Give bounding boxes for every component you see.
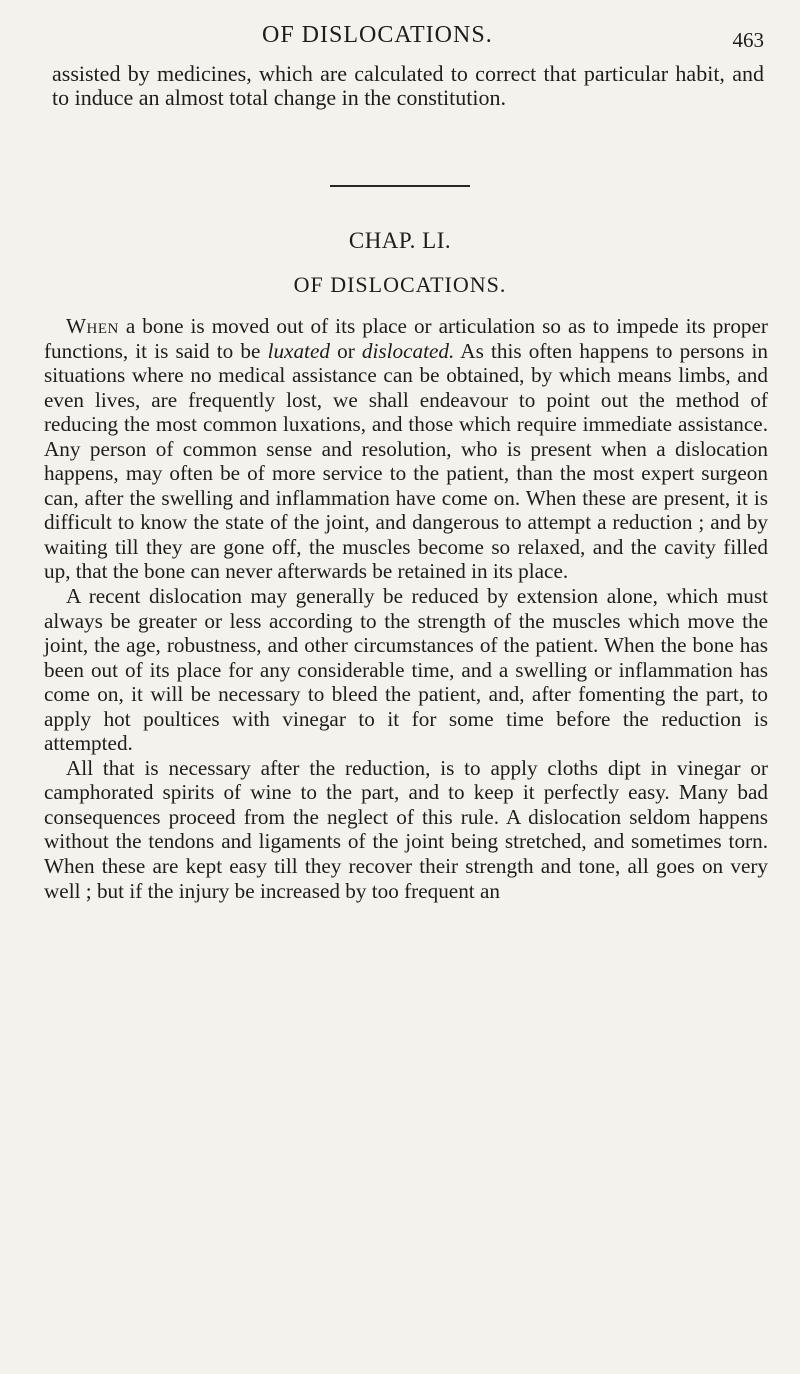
italic-term: dislocated. (361, 338, 455, 363)
paragraph-text: a bone is moved out of its place or articulation so as to impede its proper functions, it is said to be (44, 314, 768, 363)
paragraph: A recent dislocation may generally be reduced by extension alone, which must always be greater or less according to the strength of the muscles which move the joint, the age, robustness, and other circumstances of the patient. When the bone has been out of its place for any considerable time, and a swelling or inflammation has come on, it will be necessary to bleed the patient, and, after fomenting the part, to apply hot poultices with vinegar to it for some time before the reduction is attempted. (44, 584, 768, 756)
running-header (0, 22, 800, 56)
chapter-number: CHAP. LI. (348, 228, 452, 253)
paragraph-text: As this often happens to persons in situations where no medical assistance can be obtained, by which means limbs, and even lives, are frequently lost, we shall endeavour to point out the method of reducing the most common luxations, and those which require immediate assistance. Any person of common sense and resolution, who is present when a dislocation happens, may often be of more service to the patient, than the most expert surgeon can, after the swelling and inflammation have come on. When these are present, it is difficult to know the state of the joint, and dangerous to attempt a reduction ; and by waiting till they are gone off, the muscles become so relaxed, and the cavity filled up, that the bone can never afterwards be retained in its place. (44, 338, 768, 584)
running-title: OF DISLOCATIONS. (262, 22, 493, 48)
italic-term: luxated (267, 338, 330, 363)
drop-word: When (66, 314, 119, 338)
paragraph: All that is necessary after the reduction, is to apply cloths dipt in vinegar or camphorated spirits of wine to the part, and to keep it perfectly easy. Many bad consequences proceed from the neglect of this rule. A dislocation seldom happens without the tendons and ligaments of the joint being stretched, and sometimes torn. When these are kept easy till they recover their strength and tone, all goes on very well ; but if the injury be increased by too frequent an (44, 755, 768, 903)
continuation-text: assisted by medicines, which are calculated to correct that particular habit, and to induce an almost total change in the constitution. (52, 61, 764, 110)
page-number: 463 (732, 28, 764, 52)
chapter-title: OF DISLOCATIONS. (293, 272, 507, 297)
paragraph-text: or (329, 338, 362, 363)
chapter-body (44, 314, 768, 903)
section-divider (330, 185, 470, 187)
paragraph (44, 314, 768, 584)
